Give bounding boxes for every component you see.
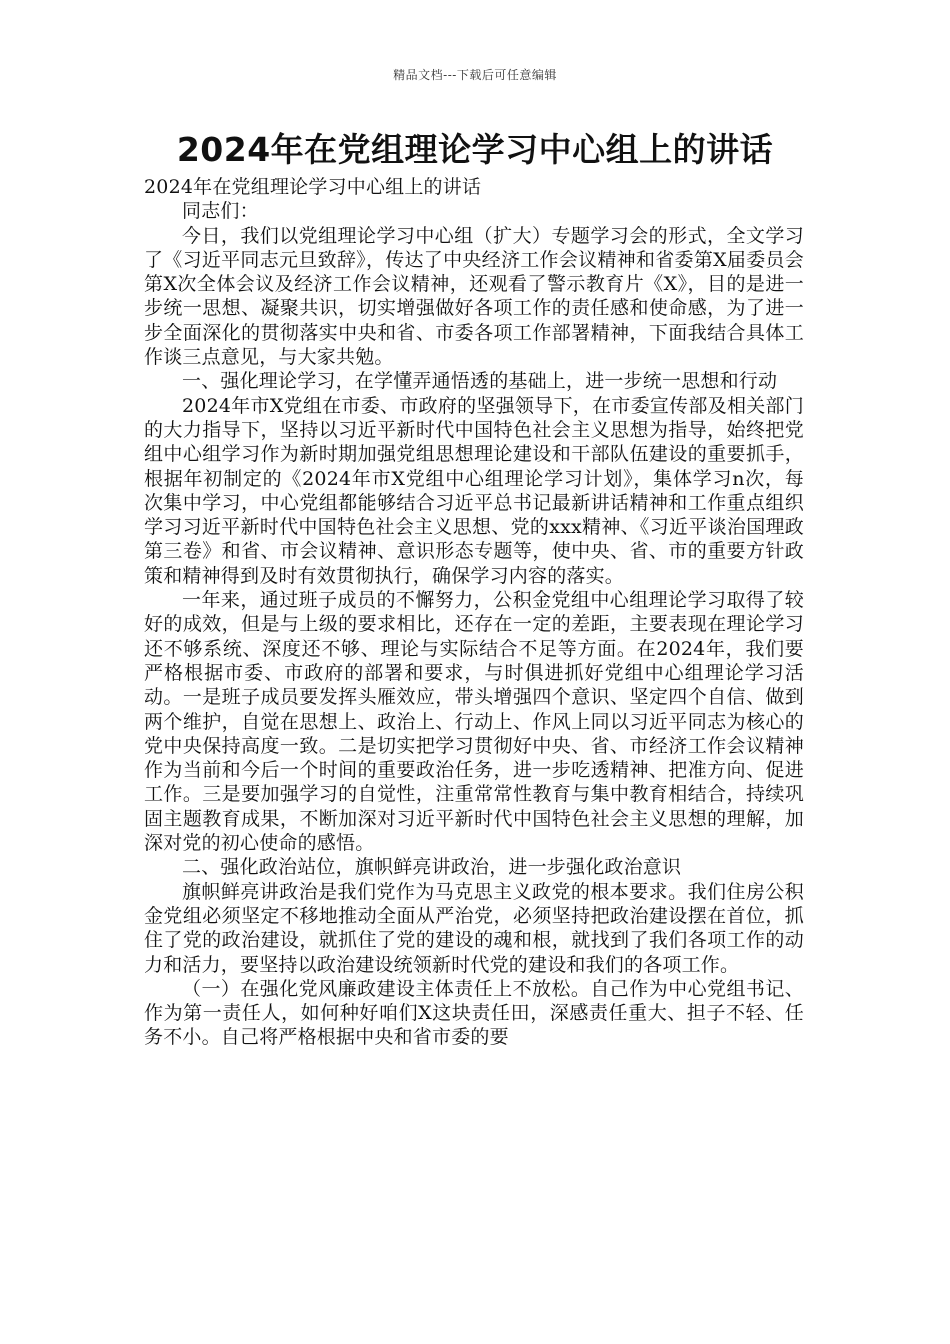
paragraph-section-1-requirements: 一年来，通过班子成员的不懈努力，公积金党组中心组理论学习取得了较好的成效，但是与上级的要求相比，还存在一定的差距，主要表现在理论学习还不够系统、深度还不够、理论与实际结合不足等方面。在2024年，我们要严格根据市委、市政府的部署和要求，与时俱进抓好党组中心组理论学习活动。一是班子成员要发挥头雁效应，带头增强四个意识、坚定四个自信、做到两个维护，自觉在思想上、政治上、行动上、作风上同以习近平同志为核心的党中央保持高度一致。二是切实把学习贯彻好中央、省、市经济工作会议精神作为当前和今后一个时间的重要政治任务，进一步吃透精神、把准方向、促进工作。三是要加强学习的自觉性，注重常常性教育与集中教育相结合，持续巩固主题教育成果，不断加深对习近平新时代中国特色社会主义思想的理解，加深对党的初心使命的感悟。	[144, 589, 804, 855]
paragraph-intro: 今日，我们以党组理论学习中心组（扩大）专题学习会的形式，全文学习了《习近平同志元旦致辞》，传达了中央经济工作会议精神和省委第X届委员会第X次全体会议及经济工作会议精神，还观看了警示教育片《X》，目的是进一步统一思想、凝聚共识，切实增强做好各项工作的责任感和使命感，为了进一步全面深化的贯彻落实中央和省、市委各项工作部署精神，下面我结合具体工作谈三点意见，与大家共勉。	[144, 224, 804, 369]
document-subtitle: 2024年在党组理论学习中心组上的讲话	[144, 176, 482, 198]
paragraph-salutation: 同志们：	[182, 200, 259, 223]
paragraph-section-2-item-1: （一）在强化党风廉政建设主体责任上不放松。自己作为中心党组书记、作为第一责任人，如何种好咱们X这块责任田，深感责任重大、担子不轻、任务不小。自己将严格根据中央和省市委的要	[144, 977, 804, 1049]
paragraph-section-2-intro: 旗帜鲜亮讲政治是我们党作为马克思主义政党的根本要求。我们住房公积金党组必须坚定不移地推动全面从严治党，必须坚持把政治建设摆在首位，抓住了党的政治建设，就抓住了党的建设的魂和根，就找到了我们各项工作的动力和活力，要坚持以政治建设统领新时代党的建设和我们的各项工作。	[144, 880, 804, 976]
page-header-note: 精品文档---下载后可任意编辑	[393, 68, 557, 82]
section-heading-2: 二、强化政治站位，旗帜鲜亮讲政治，进一步强化政治意识	[182, 856, 682, 879]
document-title: 2024年在党组理论学习中心组上的讲话	[176, 130, 774, 169]
section-heading-1: 一、强化理论学习，在学懂弄通悟透的基础上，进一步统一思想和行动	[182, 370, 778, 393]
paragraph-section-1-review: 2024年市X党组在市委、市政府的坚强领导下，在市委宣传部及相关部门的大力指导下，坚持以习近平新时代中国特色社会主义思想为指导，始终把党组中心组学习作为新时期加强党组思想理论建设和干部队伍建设的重要抓手，根据年初制定的《2024年市X党组中心组理论学习计划》，集体学习n次，每次集中学习，中心党组都能够结合习近平总书记最新讲话精神和工作重点组织学习习近平新时代中国特色社会主义思想、党的xxx精神、《习近平谈治国理政第三卷》和省、市会议精神、意识形态专题等，使中央、省、市的重要方针政策和精神得到及时有效贯彻执行，确保学习内容的落实。	[144, 394, 804, 587]
document-body	[144, 175, 804, 1050]
